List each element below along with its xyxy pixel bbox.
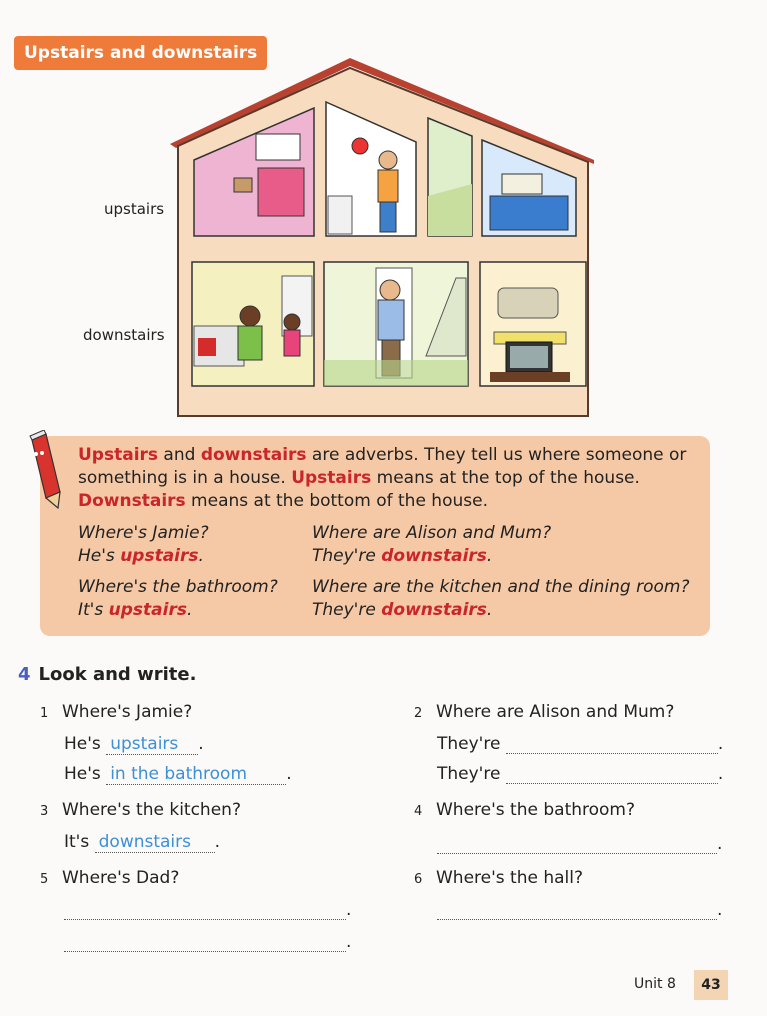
keyword-downstairs: downstairs: [200, 445, 307, 465]
example-3: [78, 576, 278, 622]
question-text: Where's the hall?: [436, 868, 584, 888]
answer-1a: He's upstairs .: [64, 734, 204, 754]
question-3: [40, 800, 241, 820]
example-answer: They're: [312, 546, 382, 566]
example-answer: He's: [78, 546, 121, 566]
question-number: 3: [40, 804, 49, 819]
answer-prefix: It's: [64, 832, 90, 852]
example-question: Where are the kitchen and the dining room?: [312, 577, 690, 597]
answer-field[interactable]: downstairs: [95, 832, 215, 853]
question-6: [414, 868, 583, 888]
answer-2a: They're .: [437, 734, 724, 754]
answer-3a: It's downstairs .: [64, 832, 221, 852]
question-number: 2: [414, 706, 423, 721]
kitchen-room: [192, 262, 314, 386]
question-text: Where are Alison and Mum?: [436, 702, 675, 722]
question-number: 4: [414, 804, 423, 819]
question-number: 6: [414, 872, 423, 887]
question-4: [414, 800, 635, 820]
example-keyword: upstairs: [108, 600, 187, 620]
example-answer: They're: [312, 600, 382, 620]
grammar-explanation: [78, 444, 698, 513]
downstairs-label: downstairs: [83, 326, 165, 344]
example-punct: .: [186, 600, 193, 620]
text-fragment: are adverbs. They tell us where someone or something is in a house.: [78, 445, 687, 488]
example-question: Where are Alison and Mum?: [312, 523, 552, 543]
answer-field[interactable]: upstairs: [106, 734, 198, 755]
question-number: 5: [40, 872, 49, 887]
grammar-box: [40, 436, 710, 636]
example-question: Where's Jamie?: [78, 523, 209, 543]
answer-field[interactable]: in the bathroom: [106, 764, 286, 785]
question-number: 1: [40, 706, 49, 721]
example-answer: It's: [78, 600, 109, 620]
answer-5a: .: [64, 900, 351, 920]
example-punct: .: [198, 546, 204, 566]
stair-landing-room: [428, 118, 472, 236]
question-text: Where's the bathroom?: [436, 800, 636, 820]
house-illustration: [168, 56, 598, 418]
answer-1b: He's in the bathroom .: [64, 764, 292, 784]
exercise-title: Look and write.: [38, 664, 197, 685]
answer-blank[interactable]: [437, 835, 717, 854]
question-2: [414, 702, 674, 722]
answer-prefix: They're: [437, 764, 501, 784]
example-punct: .: [486, 600, 493, 620]
answer-4a: .: [437, 834, 722, 854]
question-text: Where's Dad?: [62, 868, 180, 888]
exercise-heading: [18, 664, 196, 685]
example-keyword: downstairs: [381, 600, 487, 620]
answer-blank[interactable]: [64, 933, 346, 952]
pencil-icon: [24, 430, 68, 510]
question-text: Where's the kitchen?: [62, 800, 241, 820]
answer-blank[interactable]: [506, 765, 718, 784]
example-punct: .: [486, 546, 493, 566]
answer-blank[interactable]: [506, 735, 718, 754]
keyword-downstairs: Downstairs: [78, 491, 186, 511]
answer-blank[interactable]: [437, 901, 717, 920]
page-title: Upstairs and downstairs: [14, 36, 267, 70]
example-keyword: upstairs: [120, 546, 199, 566]
question-1: [40, 702, 192, 722]
question-text: Where's Jamie?: [62, 702, 193, 722]
answer-prefix: He's: [64, 764, 101, 784]
text-fragment: means at the bottom of the house.: [185, 491, 488, 511]
example-4: [312, 576, 690, 622]
question-5: [40, 868, 179, 888]
example-question: Where's the bathroom?: [78, 577, 278, 597]
example-2: [312, 522, 551, 568]
example-1: [78, 522, 209, 568]
answer-6a: .: [437, 900, 722, 920]
unit-label: Unit 8: [634, 976, 676, 992]
upstairs-label: upstairs: [104, 200, 165, 218]
keyword-upstairs: Upstairs: [291, 468, 372, 488]
hall-room: [324, 262, 468, 386]
answer-prefix: He's: [64, 734, 101, 754]
text-fragment: means at the top of the house.: [371, 468, 640, 488]
exercise-number: 4: [18, 664, 31, 685]
answer-5b: .: [64, 932, 351, 952]
page-number: 43: [694, 970, 728, 1000]
answer-blank[interactable]: [64, 901, 346, 920]
keyword-upstairs: Upstairs: [78, 445, 159, 465]
example-keyword: downstairs: [381, 546, 487, 566]
answer-2b: They're .: [437, 764, 724, 784]
living-room: [480, 262, 586, 386]
text-fragment: and: [158, 445, 201, 465]
answer-prefix: They're: [437, 734, 501, 754]
